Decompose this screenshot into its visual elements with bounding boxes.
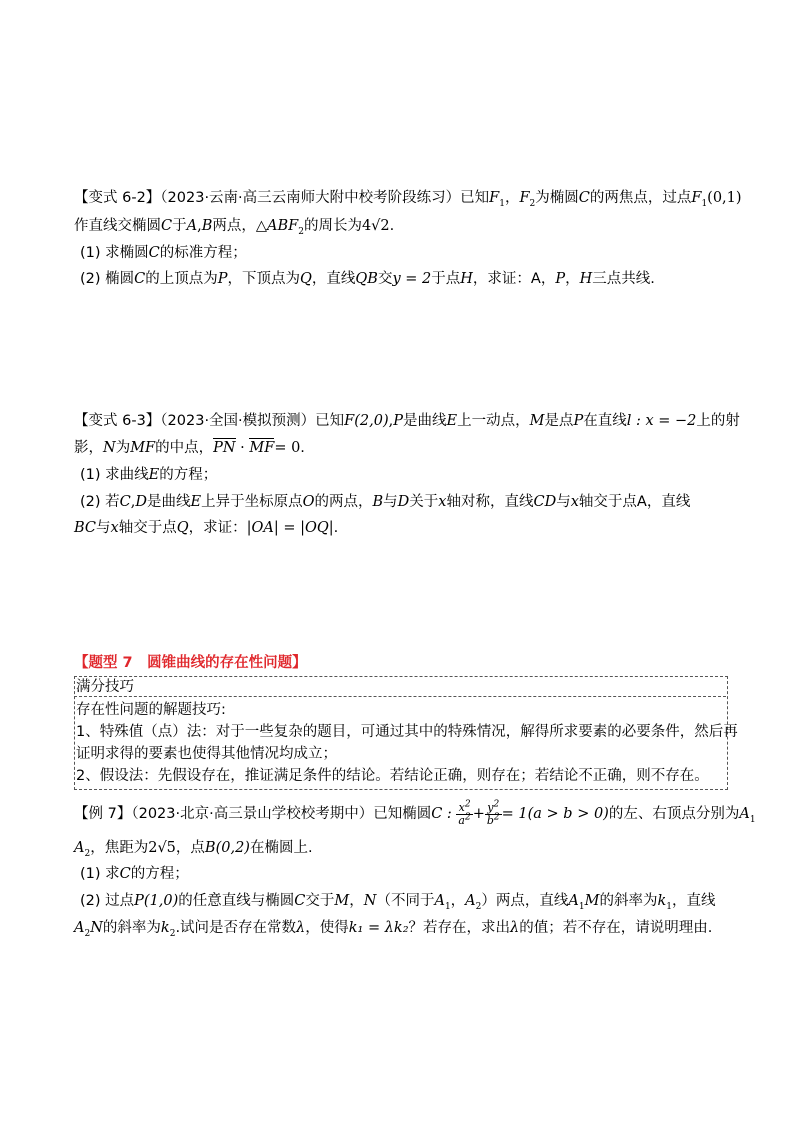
tips-line-1: 存在性问题的解题技巧:: [76, 702, 226, 718]
variant-6-2-line1: 【变式 6-2】（2023·云南·高三云南师大附中校考阶段练习）已知$F_1$，$F_2$为椭圆C的两焦点，过点$F_1(0,1)$: [74, 190, 742, 209]
variant-6-2-question-2: (2) 椭圆C的上顶点为P，下顶点为Q，直线QB交y = 2于点H，求证：A，P，H三点共线.: [80, 271, 655, 287]
example-7-line2: $A_2$，焦距为2√5，点B(0,2)在椭圆上.: [74, 840, 313, 859]
variant-6-2-line2: 作直线交椭圆C于A,B两点，$\triangle ABF_2$的周长为4√2.: [74, 218, 395, 237]
example-7-question-1: (1) 求C的方程；: [80, 866, 189, 882]
variant-6-2-question-1: (1) 求椭圆C的标准方程；: [80, 245, 247, 261]
variant-6-3-question-2: (2) 若C,D是曲线E上异于坐标原点O的两点，B与D关于x轴对称，直线CD与x轴交于点A，直线: [80, 494, 691, 510]
variant-6-3-line2: 影，N为MF的中点，PN · MF= 0.: [74, 440, 305, 456]
example-7-line5: $A_2N$的斜率为$k_2$.试问是否存在常数λ，使得k₁ = λk₂？若存在，求出λ的值；若不存在，请说明理由.: [74, 920, 713, 939]
tips-line-4: 2、假设法：先假设存在，推证满足条件的结论。若结论正确，则存在；若结论不正确，则不存在。: [76, 768, 709, 784]
example-7-question-2: (2) 过点P(1,0)的任意直线与椭圆C交于M，N（不同于$A_1$，$A_2$）两点，直线$A_1M$的斜率为$k_1$，直线: [80, 893, 716, 912]
tips-box-divider: [74, 696, 726, 697]
tips-box-title: 满分技巧: [76, 679, 134, 695]
section-title: 【题型 7 圆锥曲线的存在性问题】: [74, 655, 307, 671]
example-7-label: 【例 7】: [74, 806, 132, 822]
variant-6-3-question-1: (1) 求曲线E的方程；: [80, 467, 218, 483]
tips-line-3: 证明求得的要素也使得其他情况均成立；: [76, 746, 337, 762]
variant-6-3-line5: BC与x轴交于点Q，求证：|OA| = |OQ|.: [74, 520, 339, 536]
variant-6-3-label: 【变式 6-3】: [74, 413, 161, 429]
example-7-line1: 【例 7】（2023·北京·高三景山学校校考期中）已知椭圆C : $\frac{x^2}{a^2}$ + $\frac{y^2}{b^2}$ = 1(a > b > 0)的左、右顶点分别为$A_1$: [74, 798, 756, 827]
variant-6-2-label: 【变式 6-2】: [74, 190, 161, 206]
tips-line-2: 1、特殊值（点）法：对于一些复杂的题目，可通过其中的特殊情况，解得所求要素的必要条件，然后再: [76, 724, 738, 740]
variant-6-3-line1: 【变式 6-3】（2023·全国·模拟预测）已知F(2,0),P是曲线E上一动点，M是点P在直线l : x = −2上的射: [74, 413, 740, 429]
